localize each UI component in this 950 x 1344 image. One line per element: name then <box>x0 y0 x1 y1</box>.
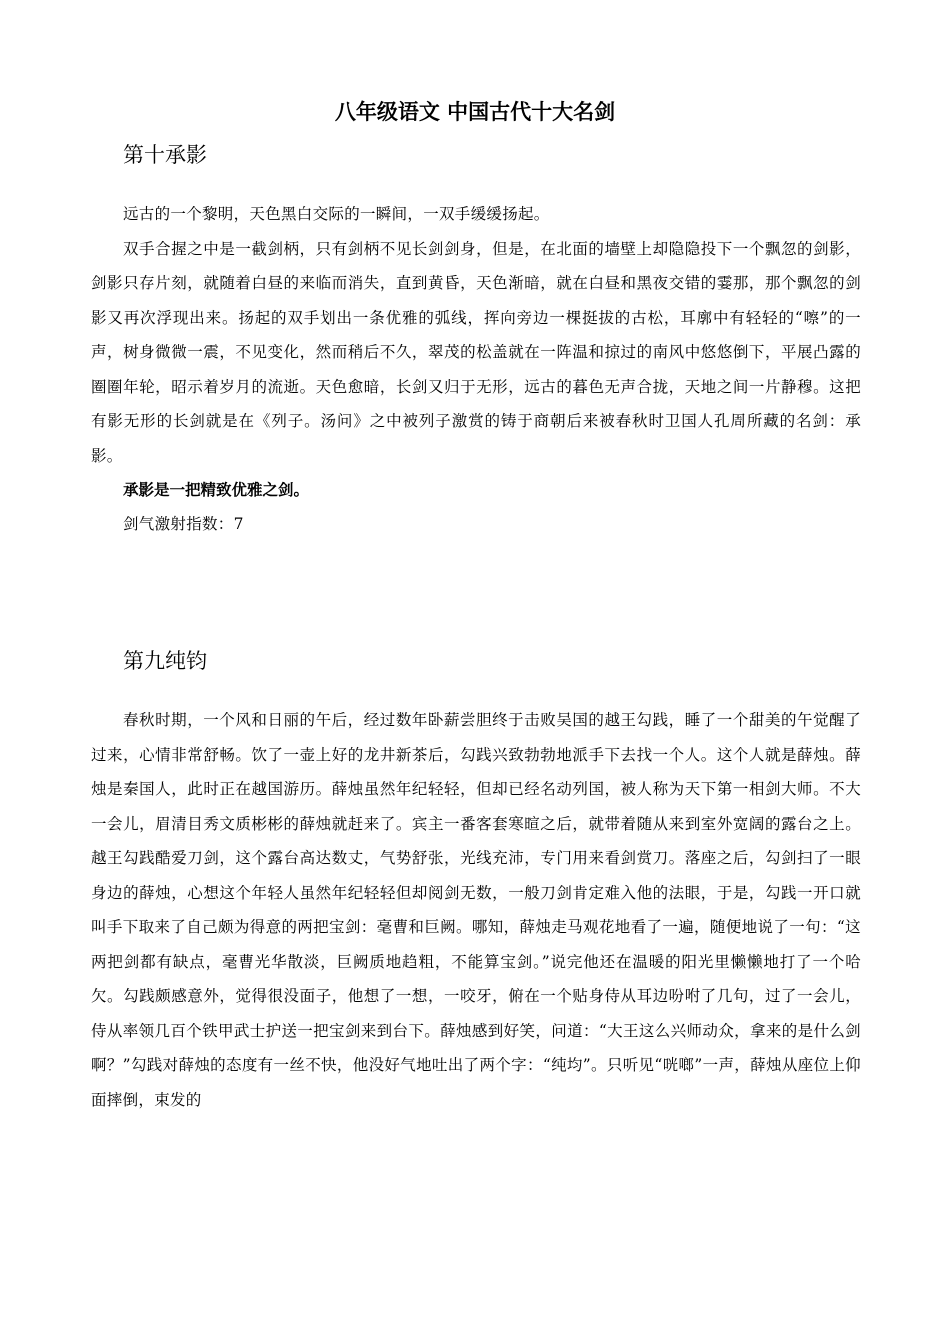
paragraph: 远古的一个黎明，天色黑白交际的一瞬间，一双手缓缓扬起。 <box>123 205 550 223</box>
section-rating: 剑气激射指数：7 <box>123 515 244 533</box>
paragraph: 春秋时期，一个风和日丽的午后，经过数年卧薪尝胆终于击败吴国的越王勾践，睡了一个甜美的午觉醒了过来，心情非常舒畅。饮了一壶上好的龙井新茶后，勾践兴致勃勃地派手下去找一个人。这个人就是薛烛。薛烛是秦国人，此时正在越国游历。薛烛虽然年纪轻轻，但却已经名动列国，被人称为天下第一相剑大师。不大一会儿，眉清目秀文质彬彬的薛烛就赶来了。宾主一番客套寒暄之后，就带着随从来到室外宽阔的露台之上。越王勾践酷爱刀剑，这个露台高达数丈，气势舒张，光线充沛，专门用来看剑赏刀。落座之后，勾剑扫了一眼身边的薛烛，心想这个年轻人虽然年纪轻轻但却阅剑无数，一般刀剑肯定难入他的法眼，于是，勾践一开口就叫手下取来了自己颇为得意的两把宝剑：毫曹和巨阙。哪知，薛烛走马观花地看了一遍，随便地说了一句：“这两把剑都有缺点，毫曹光华散淡，巨阙质地趋粗，不能算宝剑。”说完他还在温暖的阳光里懒懒地打了一个哈欠。勾践颇感意外，觉得很没面子，他想了一想，一咬牙，俯在一个贴身侍从耳边吩咐了几句，过了一会儿，侍从率领几百个铁甲武士护送一把宝剑来到台下。薛烛感到好笑，问道：“大王这么兴师动众，拿来的是什么剑啊？”勾践对薛烛的态度有一丝不快，他没好气地吐出了两个字：“纯均”。只听见“咣啷”一声，薛烛从座位上仰面摔倒，束发的 <box>91 711 861 1109</box>
document-title: 八年级语文 中国古代十大名剑 <box>334 100 616 124</box>
paragraph: 双手合握之中是一截剑柄，只有剑柄不见长剑剑身，但是，在北面的墙壁上却隐隐投下一个飘忽的剑影，剑影只存片刻，就随着白昼的来临而消失，直到黄昏，天色渐暗，就在白昼和黑夜交错的霎那，那个飘忽的剑影又再次浮现出来。扬起的双手划出一条优雅的弧线，挥向旁边一棵挺拔的古松，耳廓中有轻轻的“嚓”的一声，树身微微一震，不见变化，然而稍后不久，翠茂的松盖就在一阵温和掠过的南风中悠悠倒下，平展凸露的圈圈年轮，昭示着岁月的流逝。天色愈暗，长剑又归于无形，远古的暮色无声合拢，天地之间一片静穆。这把有影无形的长剑就是在《列子。汤问》之中被列子激赏的铸于商朝后来被春秋时卫国人孔周所藏的名剑：承影。 <box>91 239 861 465</box>
section-chengying <box>91 139 861 542</box>
section-chunjun <box>91 645 861 1117</box>
section-heading: 第十承影 <box>123 143 207 167</box>
section-heading: 第九纯钧 <box>123 649 207 673</box>
section-summary: 承影是一把精致优雅之剑。 <box>123 481 310 499</box>
